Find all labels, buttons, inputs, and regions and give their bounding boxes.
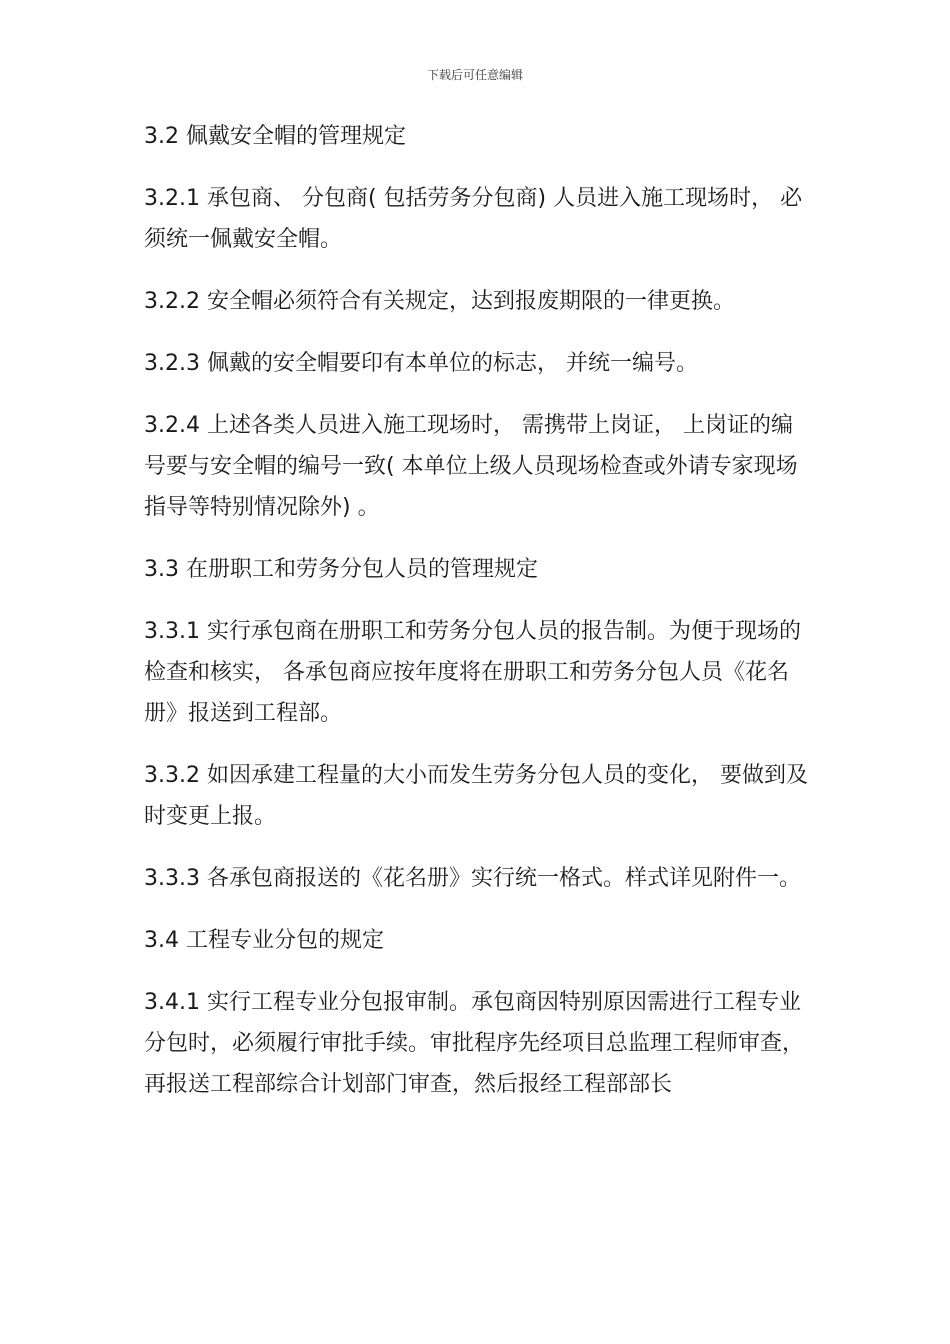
- clause-3-2-2: 3.2.2 安全帽必须符合有关规定，达到报废期限的一律更换。: [144, 289, 735, 314]
- clause-3-4-1: 3.4.1 实行工程专业分包报审制。承包商因特别原因需进行工程专业分包时，必须履行审批手续。审批程序先经项目总监理工程师审查，再报送工程部综合计划部门审查，然后报经工程部部长: [144, 990, 805, 1097]
- clause-3-2-4: 3.2.4 上述各类人员进入施工现场时， 需携带上岗证， 上岗证的编号要与安全帽的编号一致( 本单位上级人员现场检查或外请专家现场指导等特别情况除外) 。: [144, 413, 798, 520]
- section-heading-3-4: 3.4 工程专业分包的规定: [144, 928, 384, 953]
- clause-3-2-3: 3.2.3 佩戴的安全帽要印有本单位的标志， 并统一编号。: [144, 351, 698, 376]
- clause-3-3-1: 3.3.1 实行承包商在册职工和劳务分包人员的报告制。为便于现场的检查和核实， 各承包商应按年度将在册职工和劳务分包人员《花名册》报送到工程部。: [144, 619, 801, 726]
- section-heading-3-3: 3.3 在册职工和劳务分包人员的管理规定: [144, 557, 538, 582]
- page-header-note: 下载后可任意编辑: [426, 68, 523, 82]
- clause-3-3-2: 3.3.2 如因承建工程量的大小而发生劳务分包人员的变化， 要做到及时变更上报。: [144, 763, 808, 829]
- section-heading-3-2: 3.2 佩戴安全帽的管理规定: [144, 124, 406, 149]
- clause-3-2-1: 3.2.1 承包商、 分包商( 包括劳务分包商) 人员进入施工现场时， 必须统一佩戴安全帽。: [144, 186, 803, 252]
- document-body: [144, 116, 808, 1126]
- clause-3-3-3: 3.3.3 各承包商报送的《花名册》实行统一格式。样式详见附件一。: [144, 866, 801, 891]
